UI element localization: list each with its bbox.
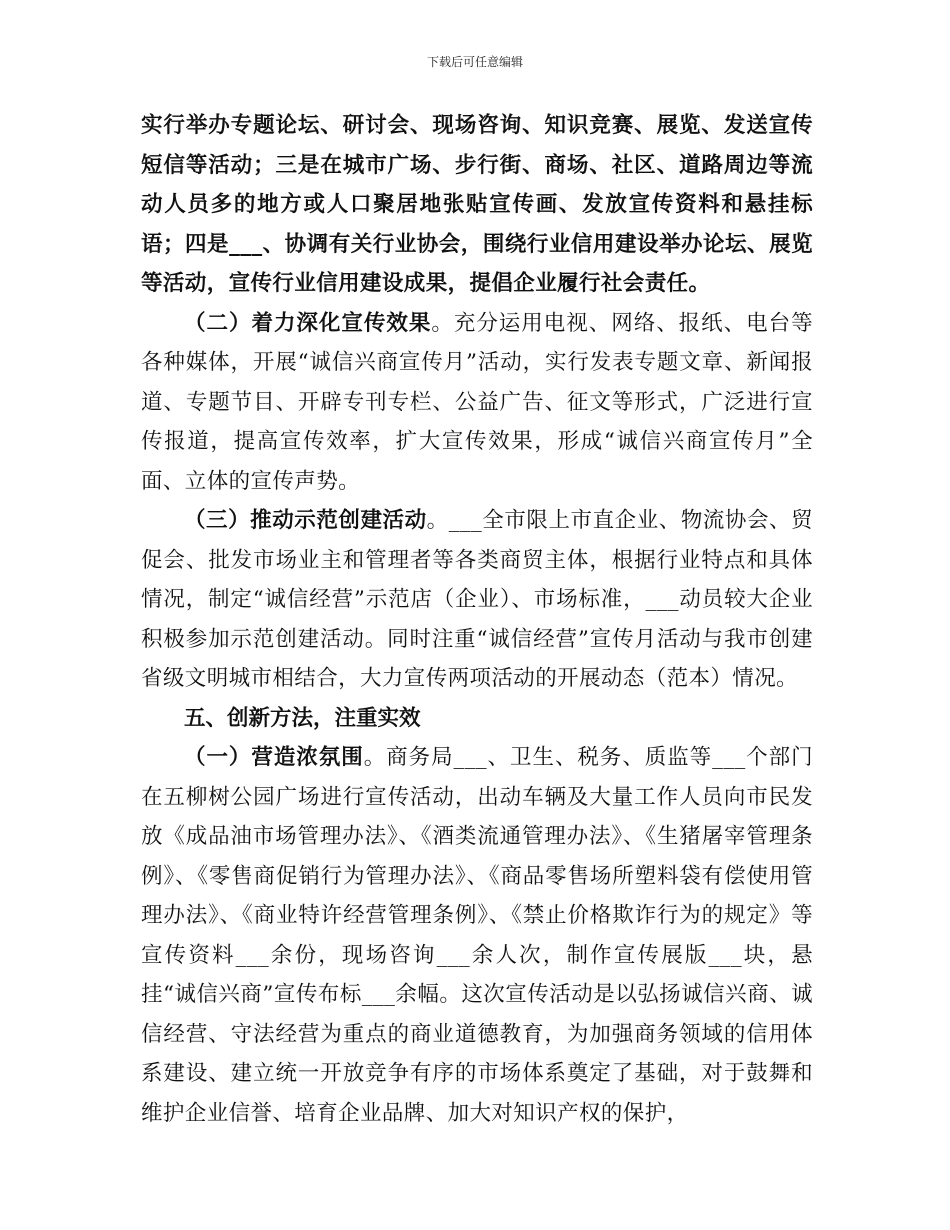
section-heading: 五、创新方法，注重实效 — [184, 705, 421, 731]
paragraph-lead: （二）着力深化宣传效果 — [184, 310, 432, 336]
document-body — [141, 106, 813, 1133]
paragraph-demonstration — [141, 501, 813, 699]
paragraph-text: 。充分运用电视、网络、报纸、电台等各种媒体，开展“诚信兴商宣传月”活动，实行发表专题文章、新闻报道、专题节目、开辟专刊专栏、公益广告、征文等形式，广泛进行宣传报道，提高宣传效率，扩大宣传效果，形成“诚信兴商宣传月”全面、立体的宣传声势。 — [141, 310, 813, 494]
paragraph-text: 实行举办专题论坛、研讨会、现场咨询、知识竞赛、展览、发送宣传短信等活动；三是在城市广场、步行街、商场、社区、道路周边等流动人员多的地方或人口聚居地张贴宣传画、发放宣传资料和悬挂标语；四是___、协调有关行业协会，围绕行业信用建设举办论坛、展览等活动，宣传行业信用建设成果，提倡企业履行社会责任。 — [141, 113, 813, 296]
paragraph-continuation — [141, 106, 813, 304]
paragraph-text: 。___全市限上市直企业、物流协会、贸促会、批发市场业主和管理者等各类商贸主体，根据行业特点和具体情况，制定“诚信经营”示范店（企业）、市场标准，___动员较大企业积极参加示范创建活动。同时注重“诚信经营”宣传月活动与我市创建省级文明城市相结合，大力宣传两项活动的开展动态（范本）情况。 — [141, 508, 814, 691]
paragraph-atmosphere — [141, 738, 813, 1133]
paragraph-publicity-effect — [141, 304, 813, 502]
page-header: 下载后可任意编辑 — [426, 55, 523, 69]
paragraph-text: 。商务局___、卫生、税务、质监等___个部门在五柳树公园广场进行宣传活动，出动车辆及大量工作人员向市民发放《成品油市场管理办法》、《酒类流通管理办法》、《生猪屠宰管理条例》、《零售商促销行为管理办法》、《商品零售场所塑料袋有偿使用管理办法》、《商业特许经营管理条例》、《禁止价格欺诈行为的规定》等宣传资料___余份，现场咨询___余人次，制作宣传展版___块，悬挂“诚信兴商”宣传布标___余幅。这次宣传活动是以弘扬诚信兴商、诚信经营、守法经营为重点的商业道德教育，为加强商务领域的信用体系建设、建立统一开放竞争有序的市场体系奠定了基础，对于鼓舞和维护企业信誉、培育企业品牌、加大对知识产权的保护， — [141, 745, 814, 1126]
paragraph-lead: （三）推动示范创建活动 — [184, 508, 427, 533]
paragraph-lead: （一）营造浓氛围 — [184, 745, 364, 770]
